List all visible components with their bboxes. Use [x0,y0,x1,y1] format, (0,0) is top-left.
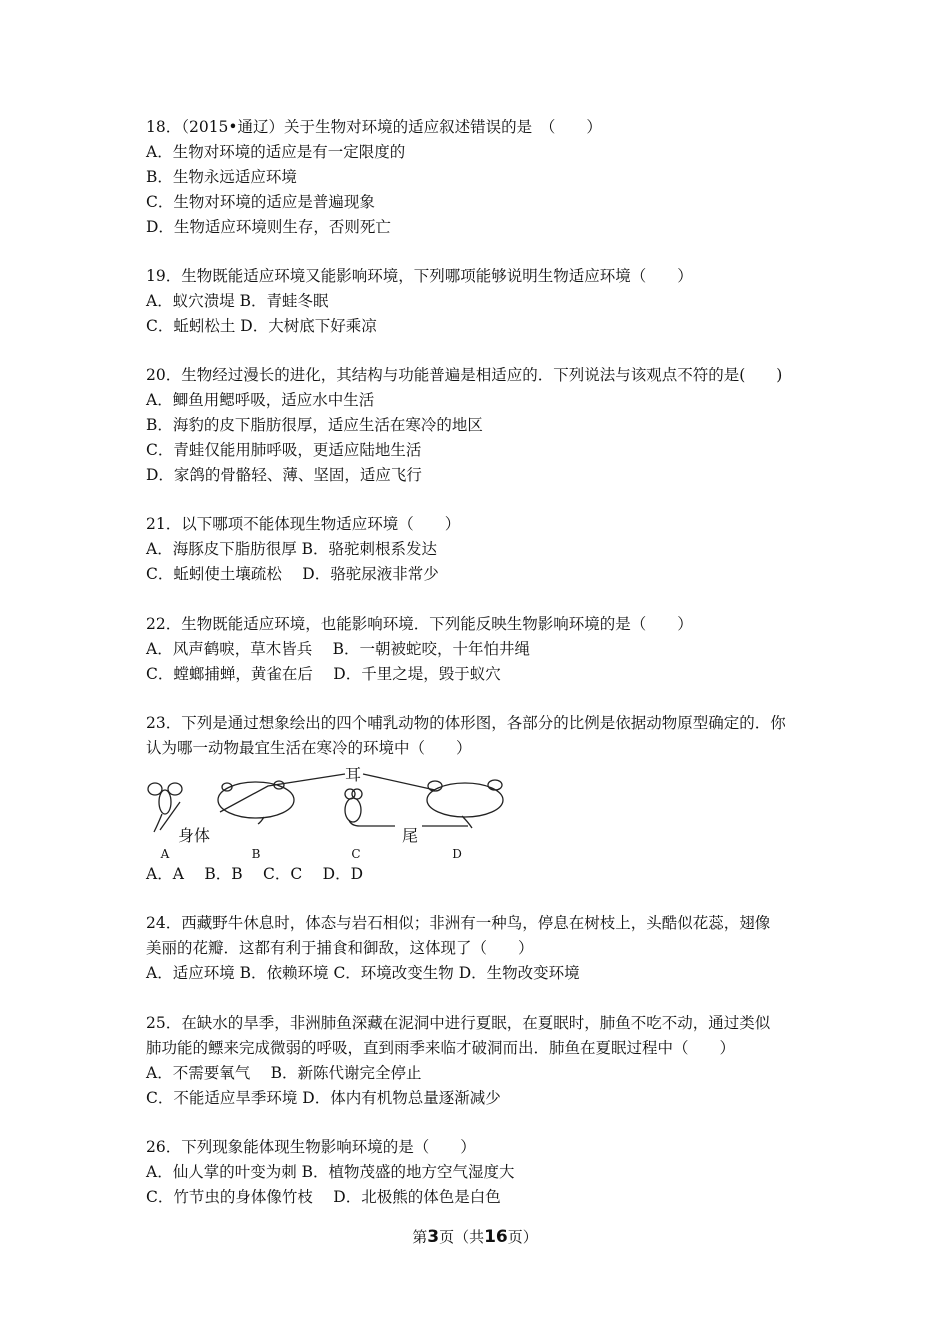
question-stem-line-1: 24．西藏野牛休息时，体态与岩石相似；非洲有一种鸟，停息在树枝上，头酷似花蕊，翅像 [146,914,771,932]
animal-label-b: B [251,847,261,861]
option-c: C．青蛙仅能用肺呼吸，更适应陆地生活 [146,441,422,459]
question-stem-line-2: 美丽的花瓣．这都有利于捕食和御敌，这体现了（ ） [146,939,534,957]
question-19 [146,264,826,339]
question-stem: 18．（2015•通辽）关于生物对环境的适应叙述错误的是 （ ） [146,118,602,136]
current-page-number: 3 [427,1227,440,1247]
question-24 [146,911,826,986]
option-row-cd: C．蚯蚓松土 D．大树底下好乘凉 [146,317,377,335]
question-26 [146,1135,826,1210]
footer-prefix: 第 [412,1228,428,1246]
option-row-cd: C．蚯蚓使土壤疏松 D．骆驼尿液非常少 [146,565,439,583]
option-row-ab: A．仙人掌的叶变为刺 B．植物茂盛的地方空气湿度大 [146,1163,515,1181]
option-row-ab: A．不需要氧气 B．新陈代谢完全停止 [146,1064,422,1082]
option-row: A．A B．B C．C D．D [146,865,364,883]
option-d: D．家鸽的骨骼轻、薄、坚固，适应飞行 [146,466,422,484]
question-stem: 26．下列现象能体现生物影响环境的是（ ） [146,1138,476,1156]
animal-label-d: D [452,847,462,861]
animal-d-drawing [427,780,503,828]
label-body: 身体 [177,826,211,845]
option-row-ab: A．蚁穴溃堤 B．青蛙冬眠 [146,292,329,310]
option-row: A．适应环境 B．依赖环境 C．环境改变生物 D．生物改变环境 [146,964,580,982]
question-25 [146,1011,826,1111]
question-18 [146,115,826,240]
page-footer [0,1226,950,1248]
label-ear: 耳 [344,765,362,784]
question-stem: 19．生物既能适应环境又能影响环境，下列哪项能够说明生物适应环境（ ） [146,267,693,285]
question-23-options [146,862,826,887]
option-a: A．生物对环境的适应是有一定限度的 [146,143,406,161]
question-stem: 22．生物既能适应环境，也能影响环境．下列能反映生物影响环境的是（ ） [146,615,693,633]
animal-a-drawing [148,783,182,832]
animal-c-drawing [345,789,362,826]
question-stem: 21．以下哪项不能体现生物适应环境（ ） [146,515,461,533]
animal-b-drawing [218,781,294,824]
question-22 [146,612,826,687]
question-20 [146,363,826,488]
footer-suffix: 页） [507,1228,538,1246]
question-stem-line-1: 25．在缺水的旱季，非洲肺鱼深藏在泥洞中进行夏眠，在夏眠时，肺鱼不吃不动，通过类似 [146,1014,771,1032]
question-stem: 20．生物经过漫长的进化，其结构与功能普遍是相适应的．下列说法与该观点不符的是( ) [146,366,783,384]
option-d: D．生物适应环境则生存，否则死亡 [146,218,391,236]
option-row-ab: A．海豚皮下脂肪很厚 B．骆驼刺根系发达 [146,540,438,558]
footer-middle: 页（共 [439,1228,485,1246]
option-row-cd: C．不能适应旱季环境 D．体内有机物总量逐渐减少 [146,1089,501,1107]
option-b: B．海豹的皮下脂肪很厚，适应生活在寒冷的地区 [146,416,483,434]
question-21 [146,512,826,587]
total-pages-number: 16 [484,1227,508,1247]
animal-label-c: C [351,847,361,861]
option-row-cd: C．螳螂捕蝉，黄雀在后 D．千里之堤，毁于蚁穴 [146,665,501,683]
pointer-line-ear-left [220,774,345,812]
animal-label-a: A [160,847,170,861]
option-c: C．生物对环境的适应是普遍现象 [146,193,375,211]
option-row-cd: C．竹节虫的身体像竹枝 D．北极熊的体色是白色 [146,1188,501,1206]
animal-body-shapes-figure [140,762,520,867]
question-stem-line-2: 认为哪一动物最宜生活在寒冷的环境中（ ） [146,739,472,757]
question-stem-line-1: 23．下列是通过想象绘出的四个哺乳动物的体形图，各部分的比例是依据动物原型确定的．你 [146,714,786,732]
question-23 [146,711,826,761]
label-tail: 尾 [401,826,419,845]
question-stem-line-2: 肺功能的鳔来完成微弱的呼吸，直到雨季来临才破洞而出．肺鱼在夏眠过程中（ ） [146,1039,736,1057]
option-row-ab: A．风声鹤唳，草木皆兵 B．一朝被蛇咬，十年怕井绳 [146,640,531,658]
option-b: B．生物永远适应环境 [146,168,297,186]
pointer-line-ear-right [363,774,435,790]
option-a: A．鲫鱼用鳃呼吸，适应水中生活 [146,391,375,409]
